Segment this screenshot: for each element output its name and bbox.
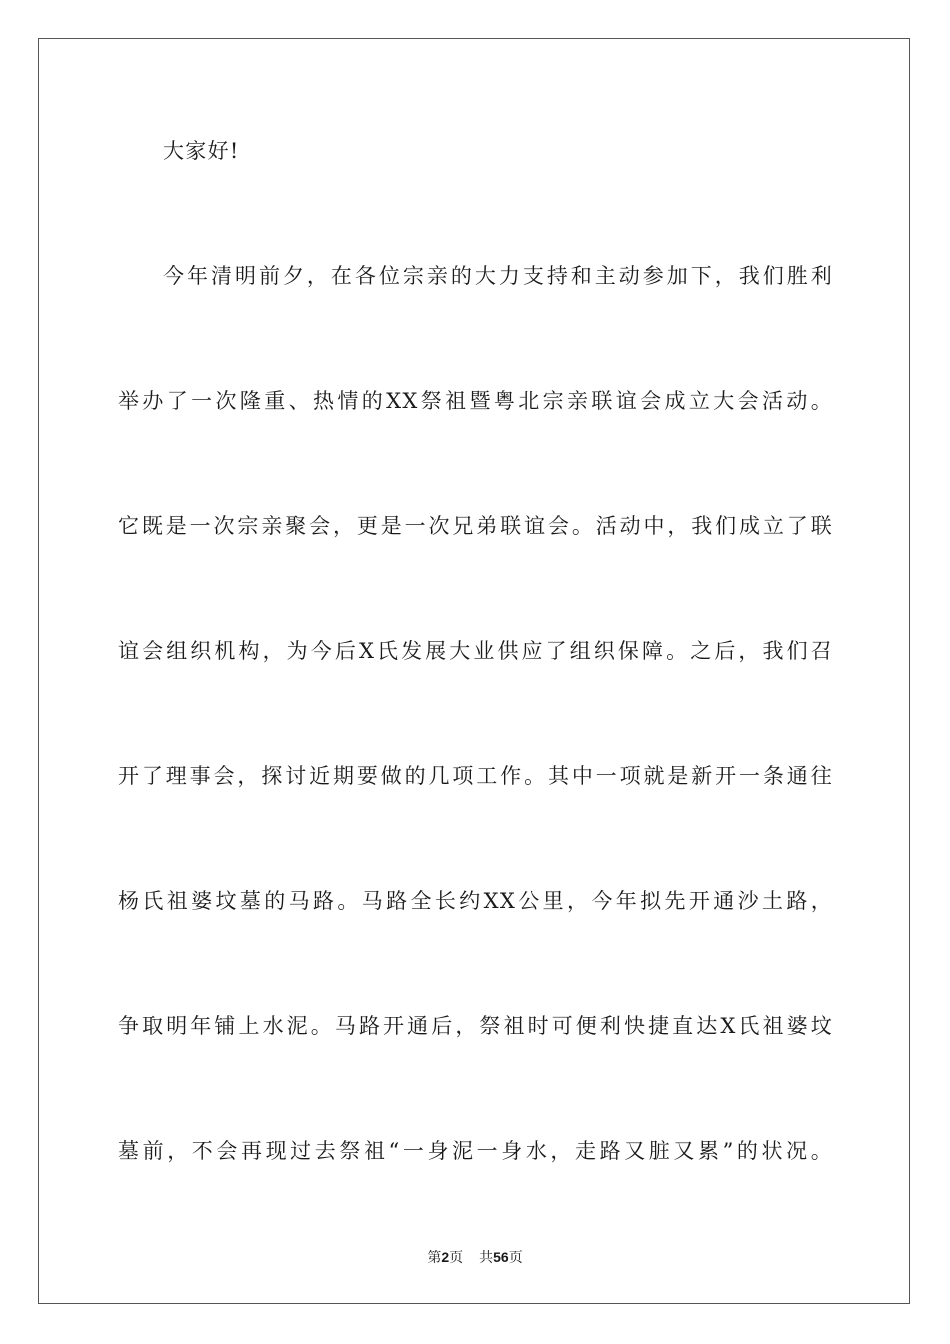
page-suffix: 页 bbox=[449, 1250, 464, 1266]
paragraph-line: 举办了一次隆重、热情的XX祭祖暨粤北宗亲联谊会成立大会活动。 bbox=[118, 389, 833, 413]
paragraph-line: 杨氏祖婆坟墓的马路。马路全长约XX公里，今年拟先开通沙土路， bbox=[118, 889, 833, 913]
paragraph-line: 开了理事会，探讨近期要做的几项工作。其中一项就是新开一条通往 bbox=[118, 764, 833, 788]
total-page-count: 56 bbox=[493, 1249, 509, 1265]
paragraph-line: 争取明年铺上水泥。马路开通后，祭祖时可便利快捷直达X氏祖婆坟 bbox=[118, 1014, 833, 1038]
greeting: 大家好! bbox=[163, 139, 240, 163]
paragraph-line: 墓前，不会再现过去祭祖“一身泥一身水，走路又脏又累”的状况。 bbox=[118, 1139, 833, 1163]
paragraph-line: 今年清明前夕，在各位宗亲的大力支持和主动参加下，我们胜利 bbox=[163, 264, 833, 288]
total-prefix: 共 bbox=[479, 1250, 494, 1266]
page-border bbox=[38, 38, 910, 1304]
total-suffix: 页 bbox=[508, 1250, 523, 1266]
paragraph-line: 谊会组织机构，为今后X氏发展大业供应了组织保障。之后，我们召 bbox=[118, 639, 833, 663]
paragraph-line: 它既是一次宗亲聚会，更是一次兄弟联谊会。活动中，我们成立了联 bbox=[118, 514, 833, 538]
page-footer bbox=[0, 1247, 950, 1268]
current-page-number: 2 bbox=[441, 1249, 450, 1265]
page-prefix: 第 bbox=[427, 1250, 442, 1266]
